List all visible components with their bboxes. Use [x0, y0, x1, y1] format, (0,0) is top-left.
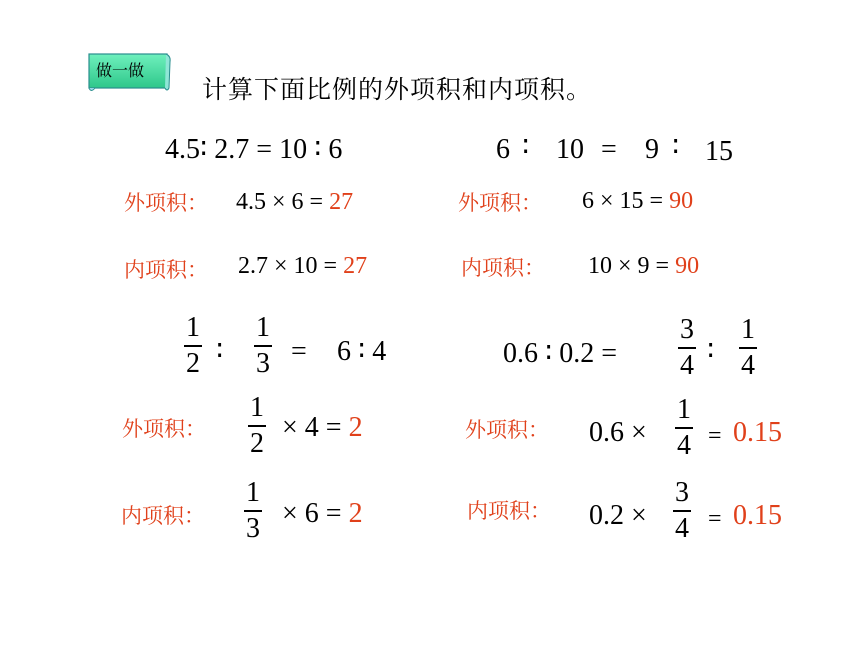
- fraction-one-quarter: [739, 316, 757, 380]
- denominator: 2: [186, 348, 200, 379]
- outer-result-4: 0.15: [733, 417, 782, 448]
- denominator: 4: [680, 350, 694, 381]
- inner-expr-3: × 6 =: [282, 498, 349, 529]
- fraction-one-half: [184, 314, 202, 378]
- denominator: 3: [256, 348, 270, 379]
- numerator: 1: [675, 396, 693, 429]
- inner-fraction-3: [244, 479, 262, 543]
- page-title: 计算下面比例的外项积和内项积。: [202, 75, 593, 104]
- proportion-2-d: 15: [705, 136, 733, 167]
- numerator: 1: [254, 314, 272, 347]
- equals-sign: =: [708, 423, 722, 449]
- equals-sign: =: [708, 506, 722, 532]
- outer-label-2: 外项积：: [458, 191, 542, 215]
- ratio-colon: ∶: [707, 336, 715, 367]
- inner-product-2: [588, 253, 699, 280]
- denominator: 3: [246, 513, 260, 544]
- denominator: 4: [741, 350, 755, 381]
- ratio-colon: ∶: [672, 132, 680, 163]
- denominator: 2: [250, 428, 264, 459]
- inner-expr-4: 0.2 ×: [589, 500, 647, 531]
- outer-product-2: [582, 188, 693, 215]
- inner-result-2: 90: [675, 253, 700, 279]
- outer-label-3: 外项积：: [122, 417, 206, 441]
- inner-result-4: 0.15: [733, 500, 782, 531]
- fraction-one-third: [254, 314, 272, 378]
- inner-product-3: [282, 498, 363, 530]
- outer-fraction-3: [248, 394, 266, 458]
- proportion-2-c: 9: [645, 134, 659, 165]
- ratio-colon: ∶: [216, 336, 224, 367]
- denominator: 4: [677, 430, 691, 461]
- proportion-2-b: 10: [556, 134, 584, 165]
- inner-result-1: 27: [343, 253, 368, 279]
- badge-label: 做一做: [96, 61, 145, 80]
- inner-expr-1: 2.7 × 10 =: [238, 253, 344, 279]
- inner-label-4: 内项积：: [467, 499, 551, 523]
- inner-label-2: 内项积：: [461, 256, 545, 280]
- inner-label-1: 内项积：: [124, 258, 208, 282]
- numerator: 3: [673, 479, 691, 512]
- proportion-1: 4.5∶ 2.7 = 10 ∶ 6: [165, 134, 343, 165]
- inner-expr-2: 10 × 9 =: [588, 253, 676, 279]
- inner-fraction-4: [673, 479, 691, 543]
- fraction-three-quarters: [678, 316, 696, 380]
- inner-product-1: [238, 253, 367, 280]
- activity-badge: [86, 50, 172, 94]
- equals-sign: =: [291, 336, 307, 367]
- inner-label-3: 内项积：: [121, 504, 205, 528]
- outer-fraction-4: [675, 396, 693, 460]
- outer-label-1: 外项积：: [124, 191, 208, 215]
- inner-result-3: 2: [348, 498, 363, 529]
- proportion-2-a: 6: [496, 134, 510, 165]
- outer-result-3: 2: [348, 412, 363, 443]
- outer-product-3: [282, 412, 363, 444]
- proportion-3-rhs: 6 ∶ 4: [337, 336, 387, 367]
- numerator: 3: [678, 316, 696, 349]
- outer-result-1: 27: [329, 189, 354, 215]
- denominator: 4: [675, 513, 689, 544]
- outer-expr-4: 0.6 ×: [589, 417, 647, 448]
- ratio-colon: ∶: [522, 132, 530, 163]
- outer-label-4: 外项积：: [465, 418, 549, 442]
- numerator: 1: [184, 314, 202, 347]
- outer-result-2: 90: [669, 188, 694, 214]
- numerator: 1: [739, 316, 757, 349]
- outer-expr-2: 6 × 15 =: [582, 188, 670, 214]
- outer-product-1: [236, 189, 353, 216]
- proportion-4-lhs: 0.6 ∶ 0.2 =: [503, 338, 618, 369]
- numerator: 1: [244, 479, 262, 512]
- numerator: 1: [248, 394, 266, 427]
- equals-sign: =: [601, 134, 617, 165]
- outer-expr-1: 4.5 × 6 =: [236, 189, 330, 215]
- outer-expr-3: × 4 =: [282, 412, 349, 443]
